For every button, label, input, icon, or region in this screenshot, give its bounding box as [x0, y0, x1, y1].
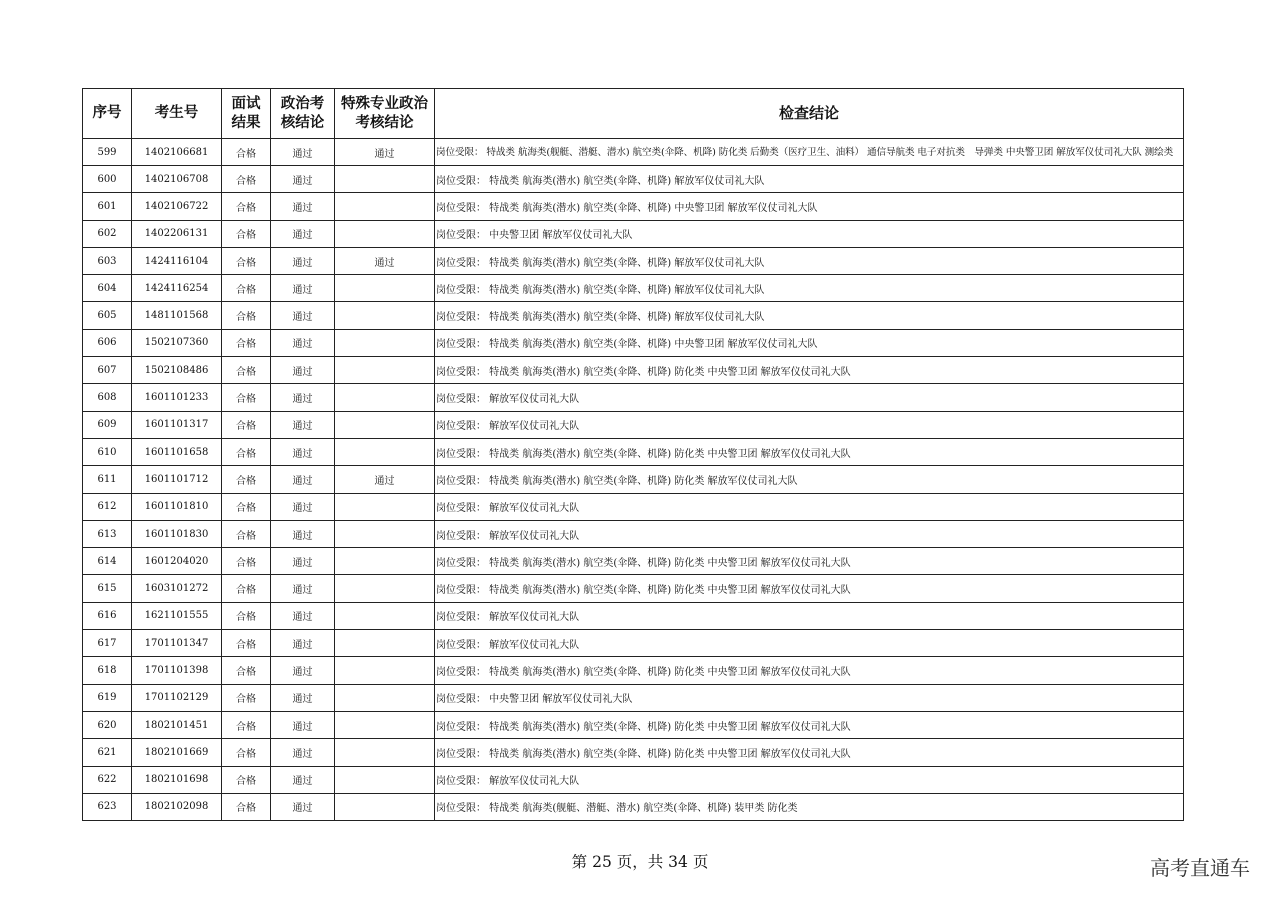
cell-seq: 606	[83, 329, 132, 356]
cell-exam-no: 1601101712	[132, 466, 222, 493]
cell-interview: 合格	[222, 548, 271, 575]
cell-political: 通过	[271, 329, 335, 356]
cell-seq: 611	[83, 466, 132, 493]
cell-exam-no: 1424116104	[132, 247, 222, 274]
cell-seq: 622	[83, 766, 132, 793]
cell-exam-no: 1601204020	[132, 548, 222, 575]
cell-interview: 合格	[222, 766, 271, 793]
cell-check: 岗位受限： 特战类 航海类(潜水) 航空类(伞降、机降) 解放军仪仗司礼大队	[435, 275, 1184, 302]
cell-political: 通过	[271, 520, 335, 547]
cell-special	[335, 193, 435, 220]
cell-exam-no: 1802101698	[132, 766, 222, 793]
table-row	[83, 220, 1184, 247]
cell-check: 岗位受限： 特战类 航海类(潜水) 航空类(伞降、机降) 解放军仪仗司礼大队	[435, 247, 1184, 274]
table-row	[83, 793, 1184, 820]
cell-seq: 612	[83, 493, 132, 520]
page-footer: 第 25 页，共 34 页	[571, 853, 709, 871]
cell-special	[335, 166, 435, 193]
cell-special	[335, 630, 435, 657]
cell-political: 通过	[271, 493, 335, 520]
cell-exam-no: 1701101398	[132, 657, 222, 684]
cell-special	[335, 329, 435, 356]
cell-interview: 合格	[222, 357, 271, 384]
cell-seq: 614	[83, 548, 132, 575]
table-row	[83, 438, 1184, 465]
cell-seq: 610	[83, 438, 132, 465]
cell-political: 通过	[271, 139, 335, 166]
cell-interview: 合格	[222, 247, 271, 274]
table-row	[83, 247, 1184, 274]
cell-interview: 合格	[222, 166, 271, 193]
cell-seq: 623	[83, 793, 132, 820]
cell-exam-no: 1802101451	[132, 711, 222, 738]
cell-special	[335, 438, 435, 465]
cell-special: 通过	[335, 139, 435, 166]
cell-special	[335, 275, 435, 302]
cell-interview: 合格	[222, 411, 271, 438]
cell-seq: 621	[83, 739, 132, 766]
header-special-line2: 考核结论	[355, 114, 414, 131]
cell-interview: 合格	[222, 630, 271, 657]
cell-special	[335, 411, 435, 438]
cell-interview: 合格	[222, 329, 271, 356]
header-political	[271, 89, 335, 139]
cell-political: 通过	[271, 438, 335, 465]
cell-check: 岗位受限： 特战类 航海类(潜水) 航空类(伞降、机降) 中央警卫团 解放军仪仗司礼大队	[435, 329, 1184, 356]
table-row	[83, 711, 1184, 738]
cell-special	[335, 575, 435, 602]
cell-seq: 601	[83, 193, 132, 220]
cell-exam-no: 1701101347	[132, 630, 222, 657]
cell-seq: 599	[83, 139, 132, 166]
cell-check: 岗位受限： 特战类 航海类(舰艇、潜艇、潜水) 航空类(伞降、机降) 防化类 后勤类（医疗卫生、油料） 通信导航类 电子对抗类 导弹类 中央警卫团 解放军仪仗司礼大队 测绘类	[435, 139, 1184, 166]
cell-special	[335, 220, 435, 247]
cell-seq: 618	[83, 657, 132, 684]
cell-exam-no: 1424116254	[132, 275, 222, 302]
cell-seq: 602	[83, 220, 132, 247]
cell-political: 通过	[271, 602, 335, 629]
cell-interview: 合格	[222, 493, 271, 520]
cell-political: 通过	[271, 630, 335, 657]
cell-exam-no: 1601101830	[132, 520, 222, 547]
table-row	[83, 575, 1184, 602]
cell-special	[335, 302, 435, 329]
cell-exam-no: 1621101555	[132, 602, 222, 629]
header-special-line1: 特殊专业政治	[341, 95, 428, 112]
watermark: 高考直通车	[1150, 856, 1250, 880]
cell-special	[335, 684, 435, 711]
cell-political: 通过	[271, 711, 335, 738]
cell-check: 岗位受限： 特战类 航海类(潜水) 航空类(伞降、机降) 中央警卫团 解放军仪仗司礼大队	[435, 193, 1184, 220]
cell-interview: 合格	[222, 275, 271, 302]
cell-check: 岗位受限： 特战类 航海类(潜水) 航空类(伞降、机降) 防化类 解放军仪仗司礼大队	[435, 466, 1184, 493]
header-political-line2: 核结论	[280, 114, 325, 131]
cell-special	[335, 766, 435, 793]
cell-special	[335, 793, 435, 820]
cell-interview: 合格	[222, 220, 271, 247]
table-row	[83, 193, 1184, 220]
cell-interview: 合格	[222, 302, 271, 329]
cell-interview: 合格	[222, 739, 271, 766]
cell-special	[335, 711, 435, 738]
cell-exam-no: 1802101669	[132, 739, 222, 766]
results-table	[82, 88, 1184, 821]
cell-seq: 600	[83, 166, 132, 193]
table-body	[83, 139, 1184, 821]
cell-interview: 合格	[222, 466, 271, 493]
header-political-line1: 政治考	[280, 95, 325, 112]
table-row	[83, 411, 1184, 438]
cell-political: 通过	[271, 548, 335, 575]
cell-exam-no: 1481101568	[132, 302, 222, 329]
cell-interview: 合格	[222, 139, 271, 166]
cell-special	[335, 739, 435, 766]
cell-seq: 613	[83, 520, 132, 547]
table-row	[83, 520, 1184, 547]
header-exam-no: 考生号	[132, 89, 222, 139]
table-row	[83, 384, 1184, 411]
cell-political: 通过	[271, 766, 335, 793]
cell-seq: 616	[83, 602, 132, 629]
table-row	[83, 684, 1184, 711]
cell-exam-no: 1502108486	[132, 357, 222, 384]
cell-political: 通过	[271, 247, 335, 274]
cell-interview: 合格	[222, 520, 271, 547]
cell-political: 通过	[271, 193, 335, 220]
cell-check: 岗位受限： 特战类 航海类(潜水) 航空类(伞降、机降) 防化类 中央警卫团 解放军仪仗司礼大队	[435, 739, 1184, 766]
table-row	[83, 602, 1184, 629]
table-row	[83, 548, 1184, 575]
cell-exam-no: 1502107360	[132, 329, 222, 356]
table-row	[83, 302, 1184, 329]
cell-seq: 615	[83, 575, 132, 602]
cell-seq: 619	[83, 684, 132, 711]
table-row	[83, 466, 1184, 493]
cell-check: 岗位受限： 解放军仪仗司礼大队	[435, 384, 1184, 411]
cell-special	[335, 602, 435, 629]
header-row	[83, 89, 1184, 139]
cell-political: 通过	[271, 275, 335, 302]
cell-check: 岗位受限： 中央警卫团 解放军仪仗司礼大队	[435, 684, 1184, 711]
cell-check: 岗位受限： 解放军仪仗司礼大队	[435, 520, 1184, 547]
cell-interview: 合格	[222, 575, 271, 602]
cell-seq: 603	[83, 247, 132, 274]
header-special	[335, 89, 435, 139]
header-interview-line2: 结果	[231, 114, 261, 131]
table-row	[83, 275, 1184, 302]
cell-exam-no: 1601101658	[132, 438, 222, 465]
cell-political: 通过	[271, 793, 335, 820]
cell-special	[335, 357, 435, 384]
cell-political: 通过	[271, 384, 335, 411]
cell-special	[335, 384, 435, 411]
cell-check: 岗位受限： 特战类 航海类(潜水) 航空类(伞降、机降) 防化类 中央警卫团 解放军仪仗司礼大队	[435, 357, 1184, 384]
cell-political: 通过	[271, 575, 335, 602]
table-row	[83, 166, 1184, 193]
cell-check: 岗位受限： 特战类 航海类(潜水) 航空类(伞降、机降) 防化类 中央警卫团 解放军仪仗司礼大队	[435, 657, 1184, 684]
cell-check: 岗位受限： 特战类 航海类(潜水) 航空类(伞降、机降) 解放军仪仗司礼大队	[435, 302, 1184, 329]
cell-check: 岗位受限： 特战类 航海类(舰艇、潜艇、潜水) 航空类(伞降、机降) 装甲类 防化类	[435, 793, 1184, 820]
cell-exam-no: 1603101272	[132, 575, 222, 602]
cell-exam-no: 1601101317	[132, 411, 222, 438]
cell-special: 通过	[335, 247, 435, 274]
cell-interview: 合格	[222, 711, 271, 738]
cell-political: 通过	[271, 357, 335, 384]
cell-political: 通过	[271, 302, 335, 329]
cell-check: 岗位受限： 解放军仪仗司礼大队	[435, 411, 1184, 438]
cell-interview: 合格	[222, 384, 271, 411]
header-check: 检查结论	[435, 89, 1184, 139]
cell-exam-no: 1402106722	[132, 193, 222, 220]
cell-exam-no: 1601101233	[132, 384, 222, 411]
cell-check: 岗位受限： 特战类 航海类(潜水) 航空类(伞降、机降) 解放军仪仗司礼大队	[435, 166, 1184, 193]
cell-interview: 合格	[222, 657, 271, 684]
cell-interview: 合格	[222, 438, 271, 465]
cell-seq: 604	[83, 275, 132, 302]
table-row	[83, 493, 1184, 520]
cell-special: 通过	[335, 466, 435, 493]
table-row	[83, 657, 1184, 684]
table-row	[83, 329, 1184, 356]
cell-seq: 607	[83, 357, 132, 384]
cell-special	[335, 657, 435, 684]
cell-interview: 合格	[222, 684, 271, 711]
cell-exam-no: 1701102129	[132, 684, 222, 711]
cell-special	[335, 548, 435, 575]
cell-exam-no: 1402206131	[132, 220, 222, 247]
table-row	[83, 739, 1184, 766]
cell-special	[335, 493, 435, 520]
cell-exam-no: 1601101810	[132, 493, 222, 520]
cell-political: 通过	[271, 657, 335, 684]
table-row	[83, 630, 1184, 657]
cell-check: 岗位受限： 特战类 航海类(潜水) 航空类(伞降、机降) 防化类 中央警卫团 解放军仪仗司礼大队	[435, 711, 1184, 738]
cell-check: 岗位受限： 特战类 航海类(潜水) 航空类(伞降、机降) 防化类 中央警卫团 解放军仪仗司礼大队	[435, 548, 1184, 575]
cell-check: 岗位受限： 特战类 航海类(潜水) 航空类(伞降、机降) 防化类 中央警卫团 解放军仪仗司礼大队	[435, 438, 1184, 465]
cell-seq: 609	[83, 411, 132, 438]
cell-check: 岗位受限： 中央警卫团 解放军仪仗司礼大队	[435, 220, 1184, 247]
cell-political: 通过	[271, 739, 335, 766]
header-seq: 序号	[83, 89, 132, 139]
cell-interview: 合格	[222, 193, 271, 220]
cell-exam-no: 1402106681	[132, 139, 222, 166]
header-interview-line1: 面试	[231, 95, 261, 112]
cell-political: 通过	[271, 466, 335, 493]
cell-check: 岗位受限： 解放军仪仗司礼大队	[435, 630, 1184, 657]
cell-seq: 620	[83, 711, 132, 738]
cell-check: 岗位受限： 解放军仪仗司礼大队	[435, 766, 1184, 793]
cell-political: 通过	[271, 166, 335, 193]
cell-check: 岗位受限： 特战类 航海类(潜水) 航空类(伞降、机降) 防化类 中央警卫团 解放军仪仗司礼大队	[435, 575, 1184, 602]
cell-exam-no: 1402106708	[132, 166, 222, 193]
cell-seq: 608	[83, 384, 132, 411]
cell-interview: 合格	[222, 602, 271, 629]
cell-seq: 605	[83, 302, 132, 329]
table-row	[83, 139, 1184, 166]
cell-interview: 合格	[222, 793, 271, 820]
cell-special	[335, 520, 435, 547]
cell-political: 通过	[271, 220, 335, 247]
table-row	[83, 766, 1184, 793]
header-interview	[222, 89, 271, 139]
table-row	[83, 357, 1184, 384]
cell-check: 岗位受限： 解放军仪仗司礼大队	[435, 493, 1184, 520]
cell-political: 通过	[271, 684, 335, 711]
cell-political: 通过	[271, 411, 335, 438]
cell-exam-no: 1802102098	[132, 793, 222, 820]
cell-seq: 617	[83, 630, 132, 657]
cell-check: 岗位受限： 解放军仪仗司礼大队	[435, 602, 1184, 629]
